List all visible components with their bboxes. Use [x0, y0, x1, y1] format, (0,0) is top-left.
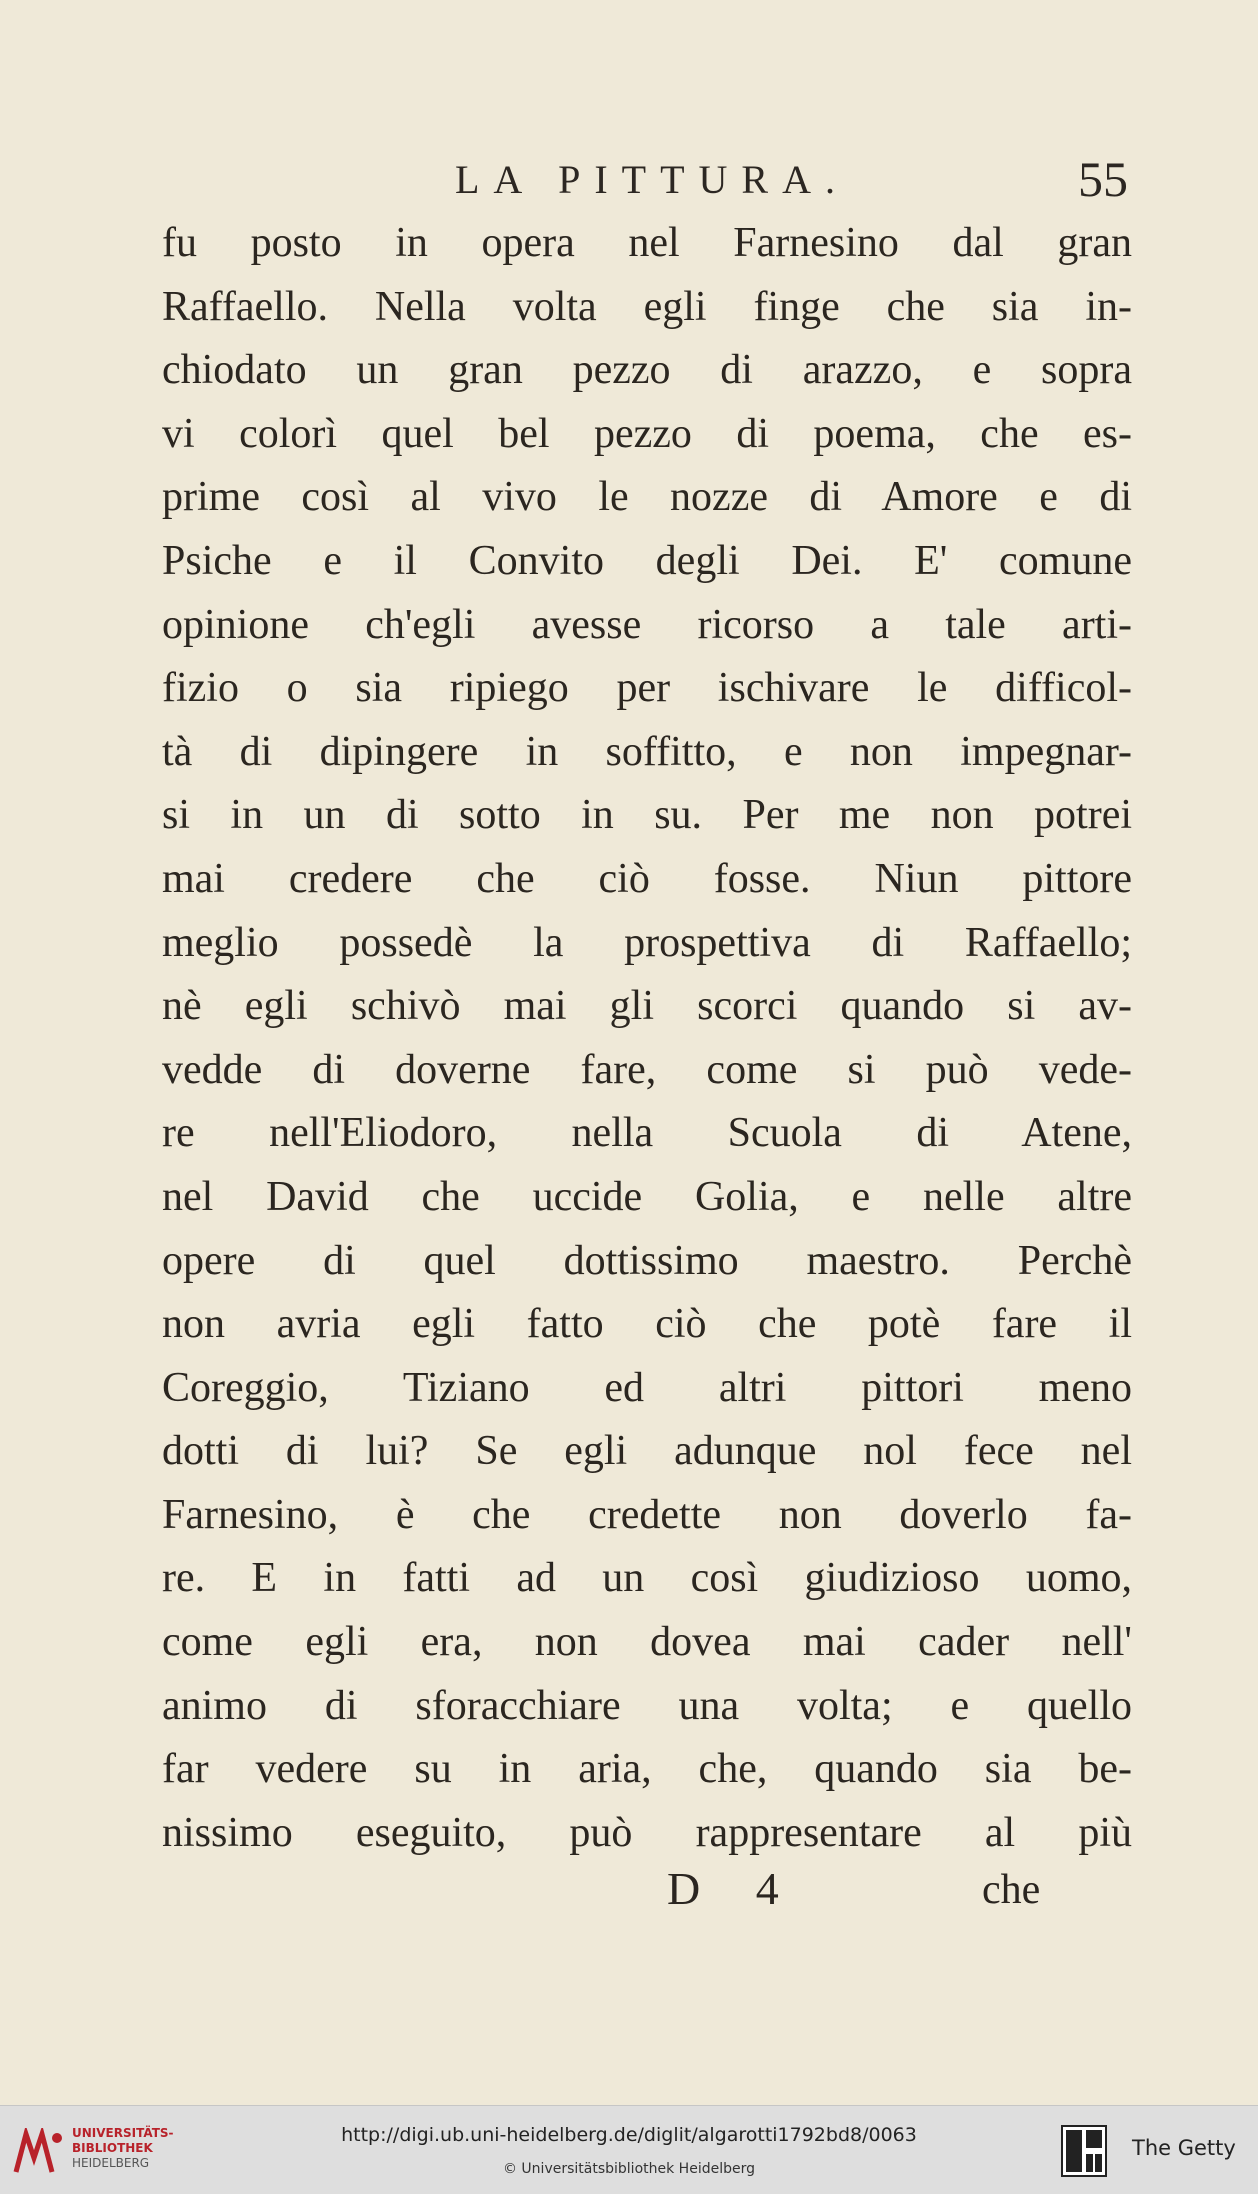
signature-mark: D 4	[667, 1863, 801, 1914]
text-line: chiodato un gran pezzo di arazzo, e sopra	[162, 347, 1132, 394]
text-line: opinione ch'egli avesse ricorso a tale arti-	[162, 601, 1132, 648]
text-line: re nell'Eliodoro, nella Scuola di Atene,	[162, 1110, 1132, 1157]
text-line: vi colorì quel bel pezzo di poema, che es-	[162, 410, 1132, 457]
text-line: nè egli schivò mai gli scorci quando si av-	[162, 983, 1132, 1030]
text-line: re. E in fatti ad un così giudizioso uomo,	[162, 1555, 1132, 1602]
text-line: vedde di doverne fare, come si può vede-	[162, 1046, 1132, 1093]
text-line: fu posto in opera nel Farnesino dal gran	[162, 220, 1132, 266]
university-name-line: HEIDELBERG	[72, 2156, 150, 2170]
running-head	[0, 150, 1258, 210]
body-text	[162, 212, 1132, 1865]
page-number: 55	[1078, 151, 1128, 207]
text-line: Psiche e il Convito degli Dei. E' comune	[162, 537, 1132, 584]
text-line: Coreggio, Tiziano ed altri pittori meno	[162, 1364, 1132, 1411]
getty-logo-icon	[1060, 2124, 1108, 2178]
text-line: mai credere che ciò fosse. Niun pittore	[162, 855, 1132, 902]
text-line: Farnesino, è che credette non doverlo fa-	[162, 1491, 1132, 1538]
university-name-line: BIBLIOTHEK	[72, 2141, 153, 2155]
text-line: fizio o sia ripiego per ischivare le difficol-	[162, 665, 1132, 712]
text-line: Raffaello. Nella volta egli finge che sia in-	[162, 283, 1132, 330]
text-line: dotti di lui? Se egli adunque nol fece nel	[162, 1428, 1132, 1475]
partner-name: The Getty	[1132, 2136, 1236, 2160]
catchline	[0, 1862, 1258, 1932]
text-line: opere di quel dottissimo maestro. Perchè	[162, 1237, 1132, 1284]
text-line: prime così al vivo le nozze di Amore e di	[162, 474, 1132, 521]
text-line: meglio possedè la prospettiva di Raffaello;	[162, 919, 1132, 966]
university-name-line: UNIVERSITÄTS-	[72, 2126, 174, 2140]
permalink[interactable]: http://digi.ub.uni-heidelberg.de/diglit/algarotti1792bd8/0063	[341, 2124, 917, 2146]
text-line: far vedere su in aria, che, quando sia be-	[162, 1746, 1132, 1793]
text-line: nel David che uccide Golia, e nelle altre	[162, 1173, 1132, 1220]
copyright-notice: © Universitätsbibliothek Heidelberg	[502, 2161, 755, 2177]
footer-bar	[0, 2105, 1258, 2194]
text-line: tà di dipingere in soffitto, e non impegnar-	[162, 728, 1132, 775]
text-line: come egli era, non dovea mai cader nell'	[162, 1619, 1132, 1666]
catchword: che	[982, 1867, 1041, 1913]
text-line: nissimo eseguito, può rappresentare al più	[162, 1809, 1132, 1856]
running-title: LA PITTURA.	[455, 157, 849, 202]
text-line: animo di sforacchiare una volta; e quello	[162, 1682, 1132, 1729]
text-line: non avria egli fatto ciò che potè fare il	[162, 1301, 1132, 1348]
text-line: si in un di sotto in su. Per me non potrei	[162, 792, 1132, 839]
